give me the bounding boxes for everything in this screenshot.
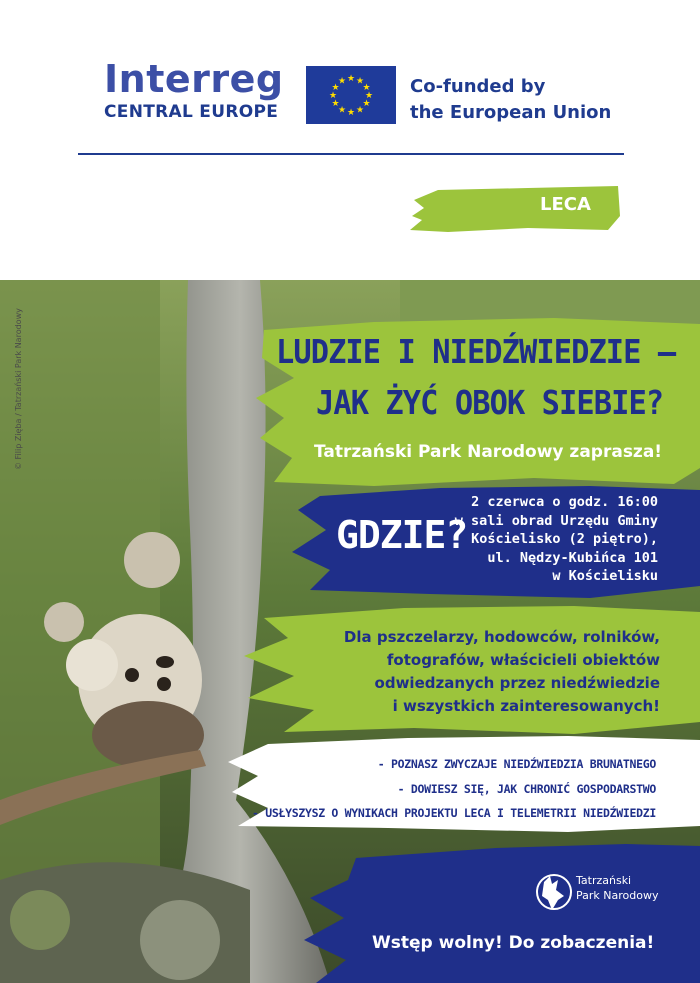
- park-logo-line-1: Tatrzański: [576, 874, 632, 887]
- svg-text:★: ★: [337, 105, 347, 116]
- where-line: ul. Nędzy-Kubińca 101: [487, 549, 658, 566]
- svg-text:★: ★: [364, 91, 374, 101]
- park-logo-icon: [536, 870, 572, 914]
- svg-text:★: ★: [337, 76, 347, 87]
- audience-line: i wszystkich zainteresowanych!: [392, 697, 660, 715]
- interreg-logo-subtitle: CENTRAL EUROPE: [104, 102, 279, 122]
- title-line-1: LUDZIE I NIEDŹWIEDZIE –: [276, 332, 676, 371]
- audience-text: [344, 626, 660, 718]
- header-divider: [78, 153, 624, 155]
- project-tag: LECA: [540, 194, 591, 215]
- svg-text:★: ★: [355, 105, 365, 116]
- photo-credit: [14, 300, 28, 470]
- svg-text:★: ★: [362, 83, 371, 93]
- title-line-2: JAK ŻYĆ OBOK SIEBIE?: [316, 383, 664, 422]
- park-logo-text: [576, 873, 658, 903]
- interreg-logo-title: Interreg: [104, 57, 284, 101]
- eu-cofunding-text: [410, 74, 611, 126]
- where-line: w sali obrad Urzędu Gminy: [454, 512, 658, 529]
- audience-line: odwiedzanych przez niedźwiedzie: [374, 674, 660, 692]
- svg-text:★: ★: [362, 99, 371, 109]
- svg-text:★: ★: [346, 108, 356, 118]
- closing-text: Wstęp wolny! Do zobaczenia!: [372, 933, 655, 953]
- where-line: w Kościelisku: [552, 568, 658, 584]
- eu-line-1: Co-funded by: [410, 76, 546, 97]
- svg-text:★: ★: [355, 76, 365, 87]
- benefit-item: - POZNASZ ZWYCZAJE NIEDŹWIEDZIA BRUNATNEGO: [377, 757, 656, 771]
- eu-flag-icon: [306, 66, 396, 124]
- svg-text:★: ★: [346, 74, 356, 84]
- benefit-item: - DOWIESZ SIĘ, JAK CHRONIĆ GOSPODARSTWO: [397, 781, 656, 796]
- footer-brush-stroke: [296, 844, 700, 983]
- invitation-text: Tatrzański Park Narodowy zaprasza!: [314, 442, 663, 462]
- where-line: 2 czerwca o godz. 16:00: [471, 494, 658, 510]
- where-label: GDZIE?: [336, 513, 468, 557]
- benefit-item: - USŁYSZYSZ O WYNIKACH PROJEKTU LECA I TELEMETRII NIEDŹWIEDZI: [251, 806, 656, 820]
- audience-line: fotografów, właścicieli obiektów: [386, 651, 660, 669]
- svg-text:★: ★: [328, 91, 338, 101]
- photo-credit-text: © Filip Zięba / Tatrzański Park Narodowy: [14, 308, 23, 470]
- park-logo-line-2: Park Narodowy: [576, 889, 659, 902]
- where-details: [455, 493, 658, 586]
- audience-line: Dla pszczelarzy, hodowców, rolników,: [343, 628, 660, 646]
- where-line: Kościelisko (2 piętro),: [471, 531, 658, 547]
- svg-text:★: ★: [331, 99, 340, 109]
- interreg-logo: [104, 57, 284, 122]
- eu-line-2: the European Union: [410, 102, 612, 123]
- svg-text:★: ★: [331, 83, 340, 93]
- benefits-list: [252, 752, 656, 826]
